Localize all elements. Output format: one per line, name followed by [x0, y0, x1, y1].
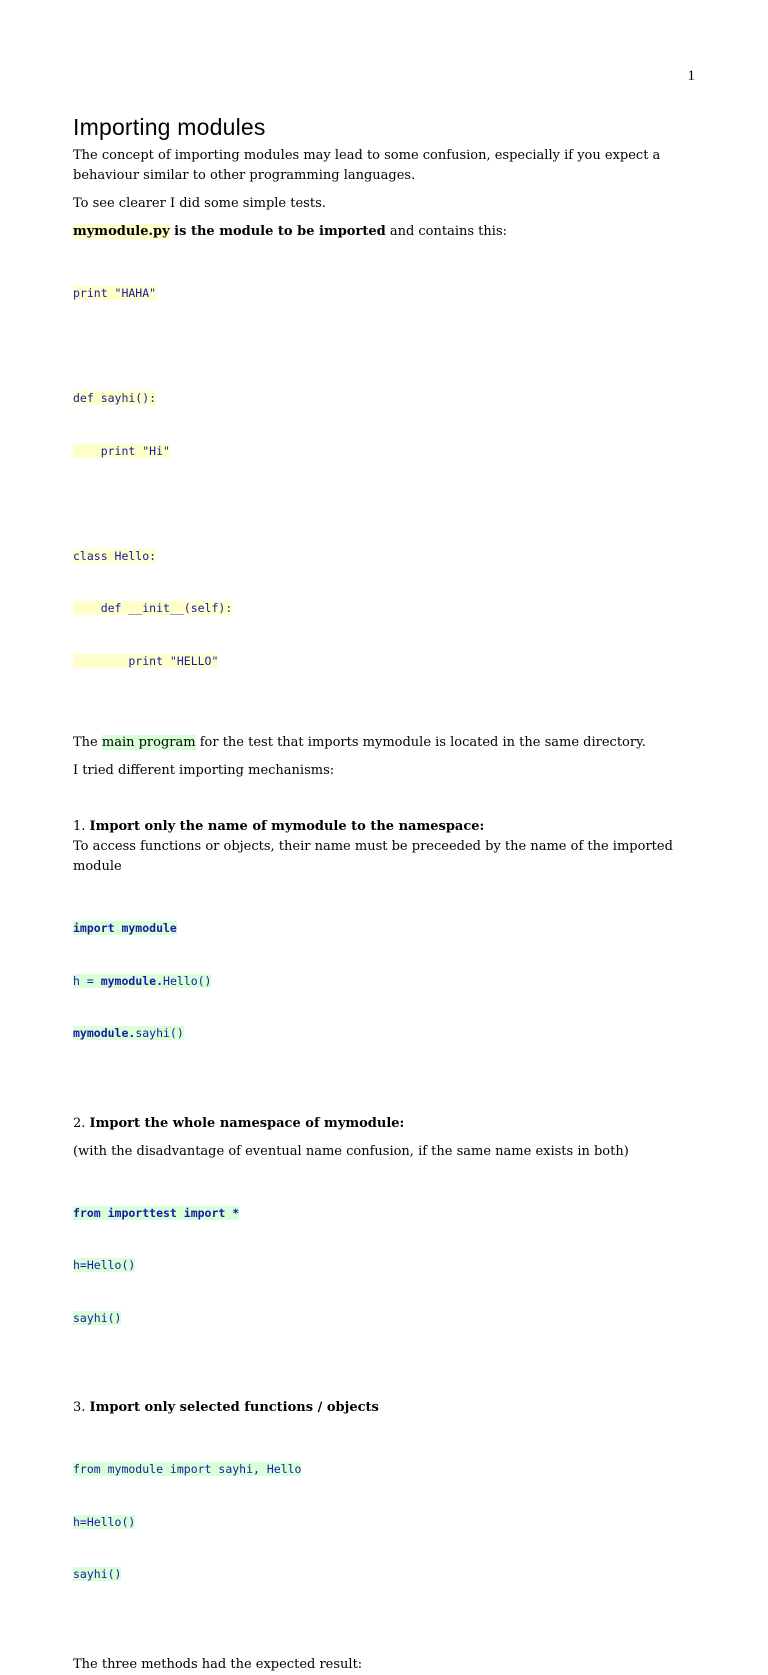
code-line: print "Hi" [73, 443, 170, 458]
method3-title: Import only selected functions / objects [89, 1400, 379, 1415]
conclusion-paragraph: The three methods had the expected result: [73, 1656, 363, 1672]
method1-title: Import only the name of mymodule to the namespace: [89, 819, 485, 834]
method1-number: 1. [73, 819, 86, 834]
code-fragment: mymodule. [73, 1026, 136, 1040]
module-text: and contains this: [385, 224, 507, 239]
code-fragment: Hello() [163, 973, 212, 988]
method1-heading [73, 817, 698, 837]
code-line: h=Hello() [73, 1514, 136, 1529]
main-program-paragraph [73, 733, 698, 753]
code-line: def sayhi(): [73, 391, 157, 405]
code-line: print "HAHA" [73, 286, 157, 300]
code-line: sayhi() [73, 1310, 122, 1325]
method2-title: Import the whole namespace of mymodule: [89, 1115, 405, 1131]
method1-code-block [73, 885, 698, 1078]
main-text-before: The [73, 735, 102, 750]
module-paragraph [73, 222, 698, 242]
method2-code-block [73, 1170, 698, 1363]
method3-heading [73, 1398, 698, 1418]
code-fragment: h = [73, 973, 101, 988]
module-bold-text: is the module to be imported [169, 224, 386, 239]
page-number: 1 [687, 68, 695, 84]
method3-number: 3. [73, 1400, 86, 1415]
tests-paragraph: To see clearer I did some simple tests. [73, 196, 326, 211]
code-line: h=Hello() [73, 1258, 136, 1272]
code-line: print "HELLO" [73, 653, 219, 668]
code-line: def __init__(self): [73, 601, 233, 615]
code-line: from mymodule import sayhi, Hello [73, 1462, 302, 1476]
intro-paragraph: The concept of importing modules may lead to some confusion, especially if you expect a behaviour similar to other programming languages. [73, 148, 661, 183]
code-line: class Hello: [73, 548, 157, 563]
main-program-highlight: main program [101, 735, 196, 750]
code-line [73, 1026, 184, 1040]
code-fragment: sayhi() [135, 1026, 184, 1040]
module-filename: mymodule.py [73, 224, 170, 239]
method2-heading [73, 1114, 698, 1134]
method1-description: To access functions or objects, their name must be preceeded by the name of the imported module [73, 839, 673, 874]
method2-description: (with the disadvantage of eventual name confusion, if the same name exists in both) [73, 1143, 629, 1159]
main-text-after: for the test that imports mymodule is located in the same directory. [195, 735, 646, 750]
code-line: from importtest import * [73, 1205, 240, 1220]
module-code-block [73, 250, 698, 705]
method3-code-block [73, 1426, 698, 1619]
code-line: import mymodule [73, 921, 177, 935]
tried-paragraph: I tried different importing mechanisms: [73, 763, 335, 778]
page-title: Importing modules [73, 114, 266, 140]
method2-number: 2. [73, 1115, 86, 1131]
code-fragment: mymodule. [100, 973, 164, 988]
code-line [73, 974, 211, 988]
document-body [73, 114, 698, 1675]
code-line: sayhi() [73, 1567, 122, 1581]
